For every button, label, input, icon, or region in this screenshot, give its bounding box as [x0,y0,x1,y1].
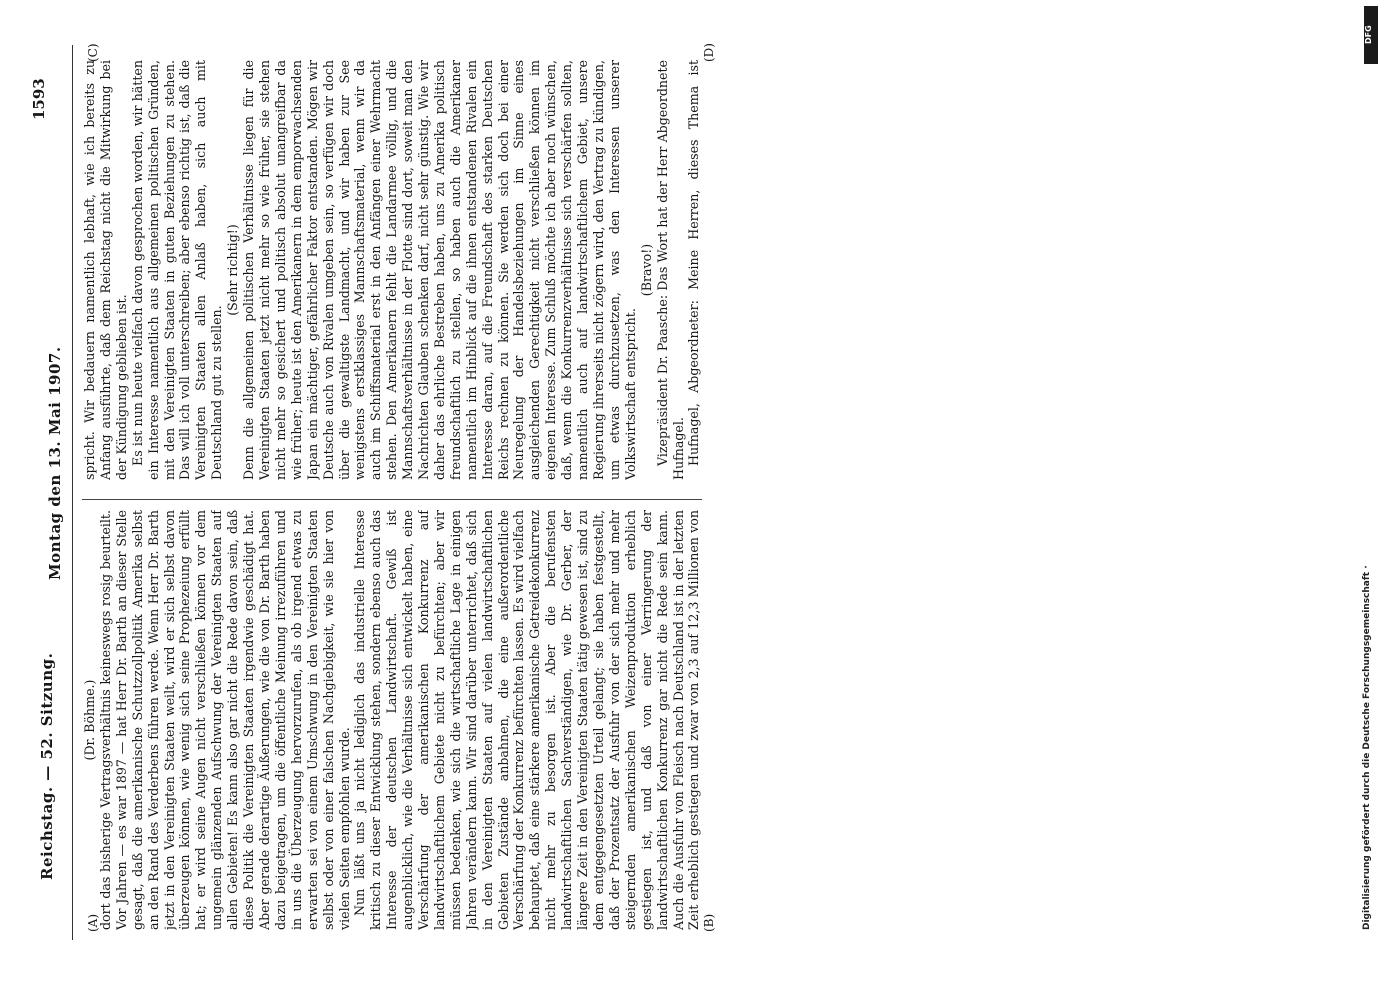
interjection: (Bravo!) [638,243,654,297]
dfg-logo: DFG [1364,6,1378,64]
column-divider [82,499,702,500]
margin-marker-c: (C) [86,43,100,62]
margin-marker-d: (D) [702,43,716,62]
page-number: 1593 [30,78,48,120]
paragraph: Es ist nun heute vielfach davon gesprochen worden, wir hätten ein Interesse namentlich aus allgemeinen politischen Gründen, mit den Vereinigten Staaten in guten Beziehungen zu stehen. Das will ich voll unterschreiben; aber ebenso richtig ist, daß die Vereinigten Staaten allen Anlaß haben, sich auch mit Deutschland gut zu stellen. [129,60,225,480]
interjection: (Sehr richtig!) [225,224,241,316]
running-header-left: Reichstag. — 52. Sitzung. [38,652,56,880]
paragraph: Denn die allgemeinen politischen Verhältnisse liegen für die Vereinigten Staaten jetzt nicht mehr so wie früher, sie stehen nicht mehr so gesichert und politisch absolut unangreifbar da wie früher; heute ist den Amerikanern in dem emporwachsenden Japan ein mächtiger, gefährlicher Faktor entstanden. Mögen wir Deutsche auch von Rivalen umgeben sein, so verfügen wir doch über die gewaltigste Landmacht, und wir haben zur See wenigstens erstklassiges Mannschaftsmaterial, wenn wir da auch im Schiffsmaterial erst in den Anfängen einer Wehrmacht stehen. Den Amerikanern fehlt die Landarmee völlig, und die Mannschaftsverhältnisse in der Flotte sind dort, soweit man den Nachrichten Glauben schenken darf, nicht sehr günstig. Wie wir daher das ehrliche Bestreben haben, uns zu Amerika politisch freundschaftlich zu stellen, so haben auch die Amerikaner namentlich im Hinblick auf die ihnen entstandenen Rivalen ein Interesse daran, auf die Freundschaft des starken Deutschen Reichs rechnen zu können. Sie werden sich doch bei einer Neuregelung der Handelsbeziehungen im Sinne eines ausgleichenden Gerechtigkeit nicht verschließen können im eigenen Interesse. Zum Schluß möchte ich aber noch wünschen, daß, wenn die Konkurrenzverhältnisse sich verschärfen sollten, namentlich auch auf landwirtschaftlichem Gebiet, unsere Regierung ihrerseits nicht zögern wird, den Vertrag zu kündigen, um etwas durchzusetzen, was den Interessen unserer Volkswirtschaft entspricht. [241,60,638,480]
speaker-paragraph: Vizepräsident Dr. Paasche: Das Wort hat der Herr Abgeordnete Hufnagel. [654,60,686,480]
right-text-column [82,60,702,480]
digitization-credit: Digitalisierung gefördert durch die Deutsche Forschungsgemeinschaft · [1362,565,1372,930]
speaker-continuation: (Dr. Böhme.) [82,679,97,761]
header-rule [72,45,73,940]
paragraph: spricht. Wir bedauern namentlich lebhaft, wie ich bereits zu Anfang ausführte, daß dem Reichstag nicht die Mitwirkung bei der Kündigung geblieben ist. [82,60,129,480]
running-header-date: Montag den 13. Mai 1907. [46,346,64,580]
left-text-column [82,510,702,930]
paragraph: Nun läßt uns ja nicht lediglich das industrielle Interesse kritisch zu dieser Entwicklung stehen, sondern ebenso auch das Interesse der deutschen Landwirtschaft. Gewiß ist augenblicklich, wie die Verhältnisse sich entwickelt haben, eine Verschärfung der amerikanischen Konkurrenz auf landwirtschaftlichem Gebiete nicht zu befürchten; aber wir müssen bedenken, wie sich die wirtschaftliche Lage in einigen Jahren verändern kann. Wir sind darüber unterrichtet, daß sich in den Vereinigten Staaten auf vielen landwirtschaftlichen Gebieten Zustände anbahnen, die eine außerordentliche Verschärfung der Konkurrenz befürchten lassen. Es wird vielfach behauptet, daß eine stärkere amerikanische Getreidekonkurrenz nicht mehr zu besorgen ist. Aber die berufensten landwirtschaftlichen Sachverständigen, wie Dr. Gerber, der längere Zeit in den Vereinigten Staaten tätig gewesen ist, sind zu dem entgegengesetzten Urteil gelangt; sie haben festgestellt, daß der Prozentsatz der Ausfuhr von der sich mehr und mehr steigernden amerikanischen Weizenproduktion erheblich gestiegen ist, und daß von einer Verringerung der landwirtschaftlichen Konkurrenz gar nicht die Rede sein kann. Auch die Ausfuhr von Fleisch nach Deutschland ist in der letzten Zeit erheblich gestiegen und zwar von 2,3 auf 12,3 Millionen von [352,510,702,930]
speaker-paragraph: Hufnagel, Abgeordneter: Meine Herren, dieses Thema ist [686,60,702,466]
margin-marker-a: (A) [86,913,100,932]
paragraph: dort das bisherige Vertragsverhältnis keineswegs rosig beurteilt. Vor Jahren — es war 1897 — hat Herr Dr. Barth an dieser Stelle gesagt, daß die amerikanische Schutzzollpolitik Amerika selbst an den Rand des Verderbens führen werde. Wenn Herr Dr. Barth jetzt in den Vereinigten Staaten weilt, wird er sich selbst davon überzeugen können, wie wenig sich seine Prophezeiung erfüllt hat; er wird seine Augen nicht verschließen können vor dem ungemein glänzenden Aufschwung der Vereinigten Staaten auf allen Gebieten! Es kann also gar nicht die Rede davon sein, daß diese Politik die Vereinigten Staaten irgendwie geschädigt hat. Aber gerade derartige Äußerungen, wie die von Dr. Barth haben dazu beigetragen, um die öffentliche Meinung irrezuführen und in uns die Überzeugung hervorzurufen, als ob irgend etwas zu erwarten sei von einem Umschwung in den Vereinigten Staaten selbst oder von einer falschen Nachgiebigkeit, wie sie hier von vielen Seiten empfohlen wurde. [97,510,352,930]
margin-marker-b: (B) [702,913,716,932]
